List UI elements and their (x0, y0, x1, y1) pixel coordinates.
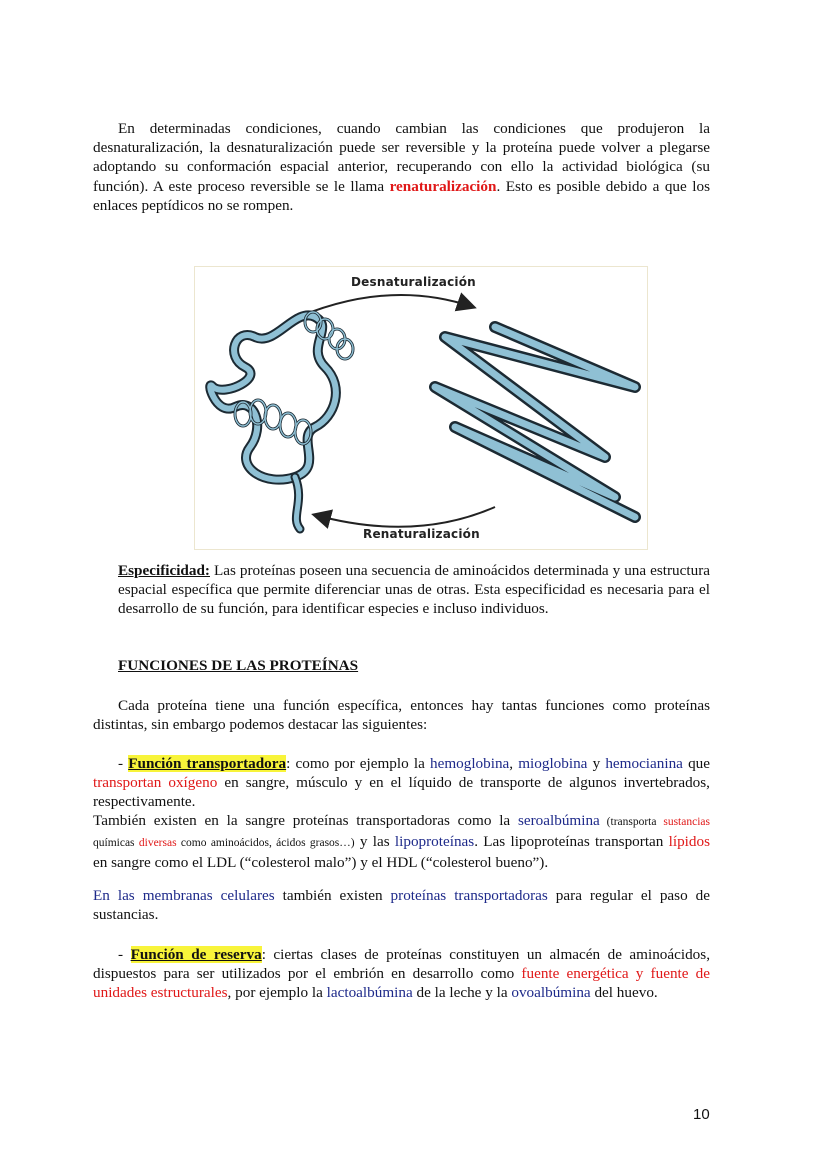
protein-folding-diagram (195, 267, 647, 549)
transportadora-label: Función transportadora (128, 755, 287, 772)
paragraph-text: como aminoácidos, ácidos grasos…) (176, 837, 355, 850)
intro-paragraph: Cada proteína tiene una función específica, entonces hay tantas funciones como proteínas distintas, sin embargo podemos destacar las siguientes: (93, 697, 710, 734)
oxygen-transport-term: transportan oxígeno (93, 774, 218, 792)
diversas-term: diversas (138, 837, 177, 850)
paragraph-text: (transporta (599, 816, 664, 828)
lactoalbumina-term: lactoalbúmina (326, 984, 413, 1002)
lipidos-term: lípidos (668, 833, 710, 851)
paragraph-text: En determinadas condiciones, cuando cambian las condiciones que produjeron la desnaturalización, la desnaturalización puede ser reversible y la proteína puede volver a plegarse adoptando su conformación espacial anterior, recuperando con ello la actividad biológica (su función). A este proceso reversible se le llama (93, 120, 710, 195)
paragraph-text: y (587, 755, 606, 772)
paragraph-text: en sangre como el LDL (“colesterol malo”) y el HDL (“colesterol bueno”). (93, 854, 549, 872)
especificidad-paragraph (118, 561, 710, 619)
denaturation-label: Desnaturalización (351, 275, 476, 289)
page-number: 10 (693, 1106, 710, 1123)
transport-extra-paragraph (93, 811, 710, 873)
proteinas-transportadoras-term: proteínas transportadoras (390, 887, 548, 904)
mioglobina-term: mioglobina (518, 755, 588, 772)
paragraph-text: . Esto es posible debido a que los enlaces peptídicos no se rompen. (93, 177, 710, 214)
transportadora-paragraph (93, 754, 710, 812)
paragraph-text: Las proteínas poseen una secuencia de aminoácidos determinada y una estructura espacial específica que permite diferenciar unas de otras. Esta especificidad es necesaria para el desarrollo de su función, para identificar especies e incluso individuos. (118, 562, 710, 618)
renaturalization-term: renaturalización (389, 177, 497, 195)
paragraph-text: : ciertas clases de proteínas constituyen un almacén de aminoácidos, dispuestos para ser utilizados por el embrión en desarrollo como (93, 946, 710, 983)
paragraph-text: También existen en la sangre proteínas transportadoras como la (93, 812, 518, 829)
paragraph-text: químicas (93, 837, 139, 850)
paragraph-text: del huevo. (590, 984, 658, 1002)
list-dash: - (118, 946, 131, 963)
unfolded-protein (435, 327, 635, 517)
paragraph-text: , (509, 755, 519, 772)
hemocianina-term: hemocianina (605, 755, 683, 772)
paragraph-text: : como por ejemplo la (286, 755, 430, 772)
denaturation-figure (194, 266, 648, 550)
sustancias-term: sustancias (663, 816, 710, 828)
reserva-label: Función de reserva (130, 946, 262, 963)
especificidad-heading: Especificidad: (118, 562, 210, 579)
seroalbumina-term: seroalbúmina (517, 812, 600, 829)
paragraph-text: . Las lipoproteínas transportan (474, 833, 669, 851)
paragraph-text: , por ejemplo la (227, 984, 327, 1002)
paragraph-text: para regular el paso de sustancias. (93, 887, 710, 924)
list-dash: - (118, 755, 129, 772)
membranas-term: En las membranas celulares (93, 887, 275, 904)
renaturalization-paragraph (93, 119, 710, 215)
fuente-energetica-term: fuente energética y fuente de unidades estructurales (93, 965, 711, 1002)
paragraph-text: que (682, 755, 711, 772)
paragraph-text: también existen (274, 887, 391, 904)
paragraph-text: en sangre, músculo y en el líquido de transporte de algunos invertebrados, respectivamente. (93, 774, 710, 811)
section-title: FUNCIONES DE LAS PROTEÍNAS (118, 657, 359, 674)
reserva-paragraph (93, 945, 710, 1003)
lipoproteinas-term: lipoproteínas (394, 833, 475, 851)
folded-protein (210, 312, 353, 529)
hemoglobina-term: hemoglobina (429, 755, 510, 772)
renaturation-label: Renaturalización (363, 527, 480, 541)
ovoalbumina-term: ovoalbúmina (511, 984, 591, 1002)
paragraph-text: de la leche y la (412, 984, 512, 1002)
renaturation-arrow (315, 507, 495, 527)
membranes-paragraph (93, 886, 710, 924)
paragraph-text: y las (354, 833, 395, 851)
